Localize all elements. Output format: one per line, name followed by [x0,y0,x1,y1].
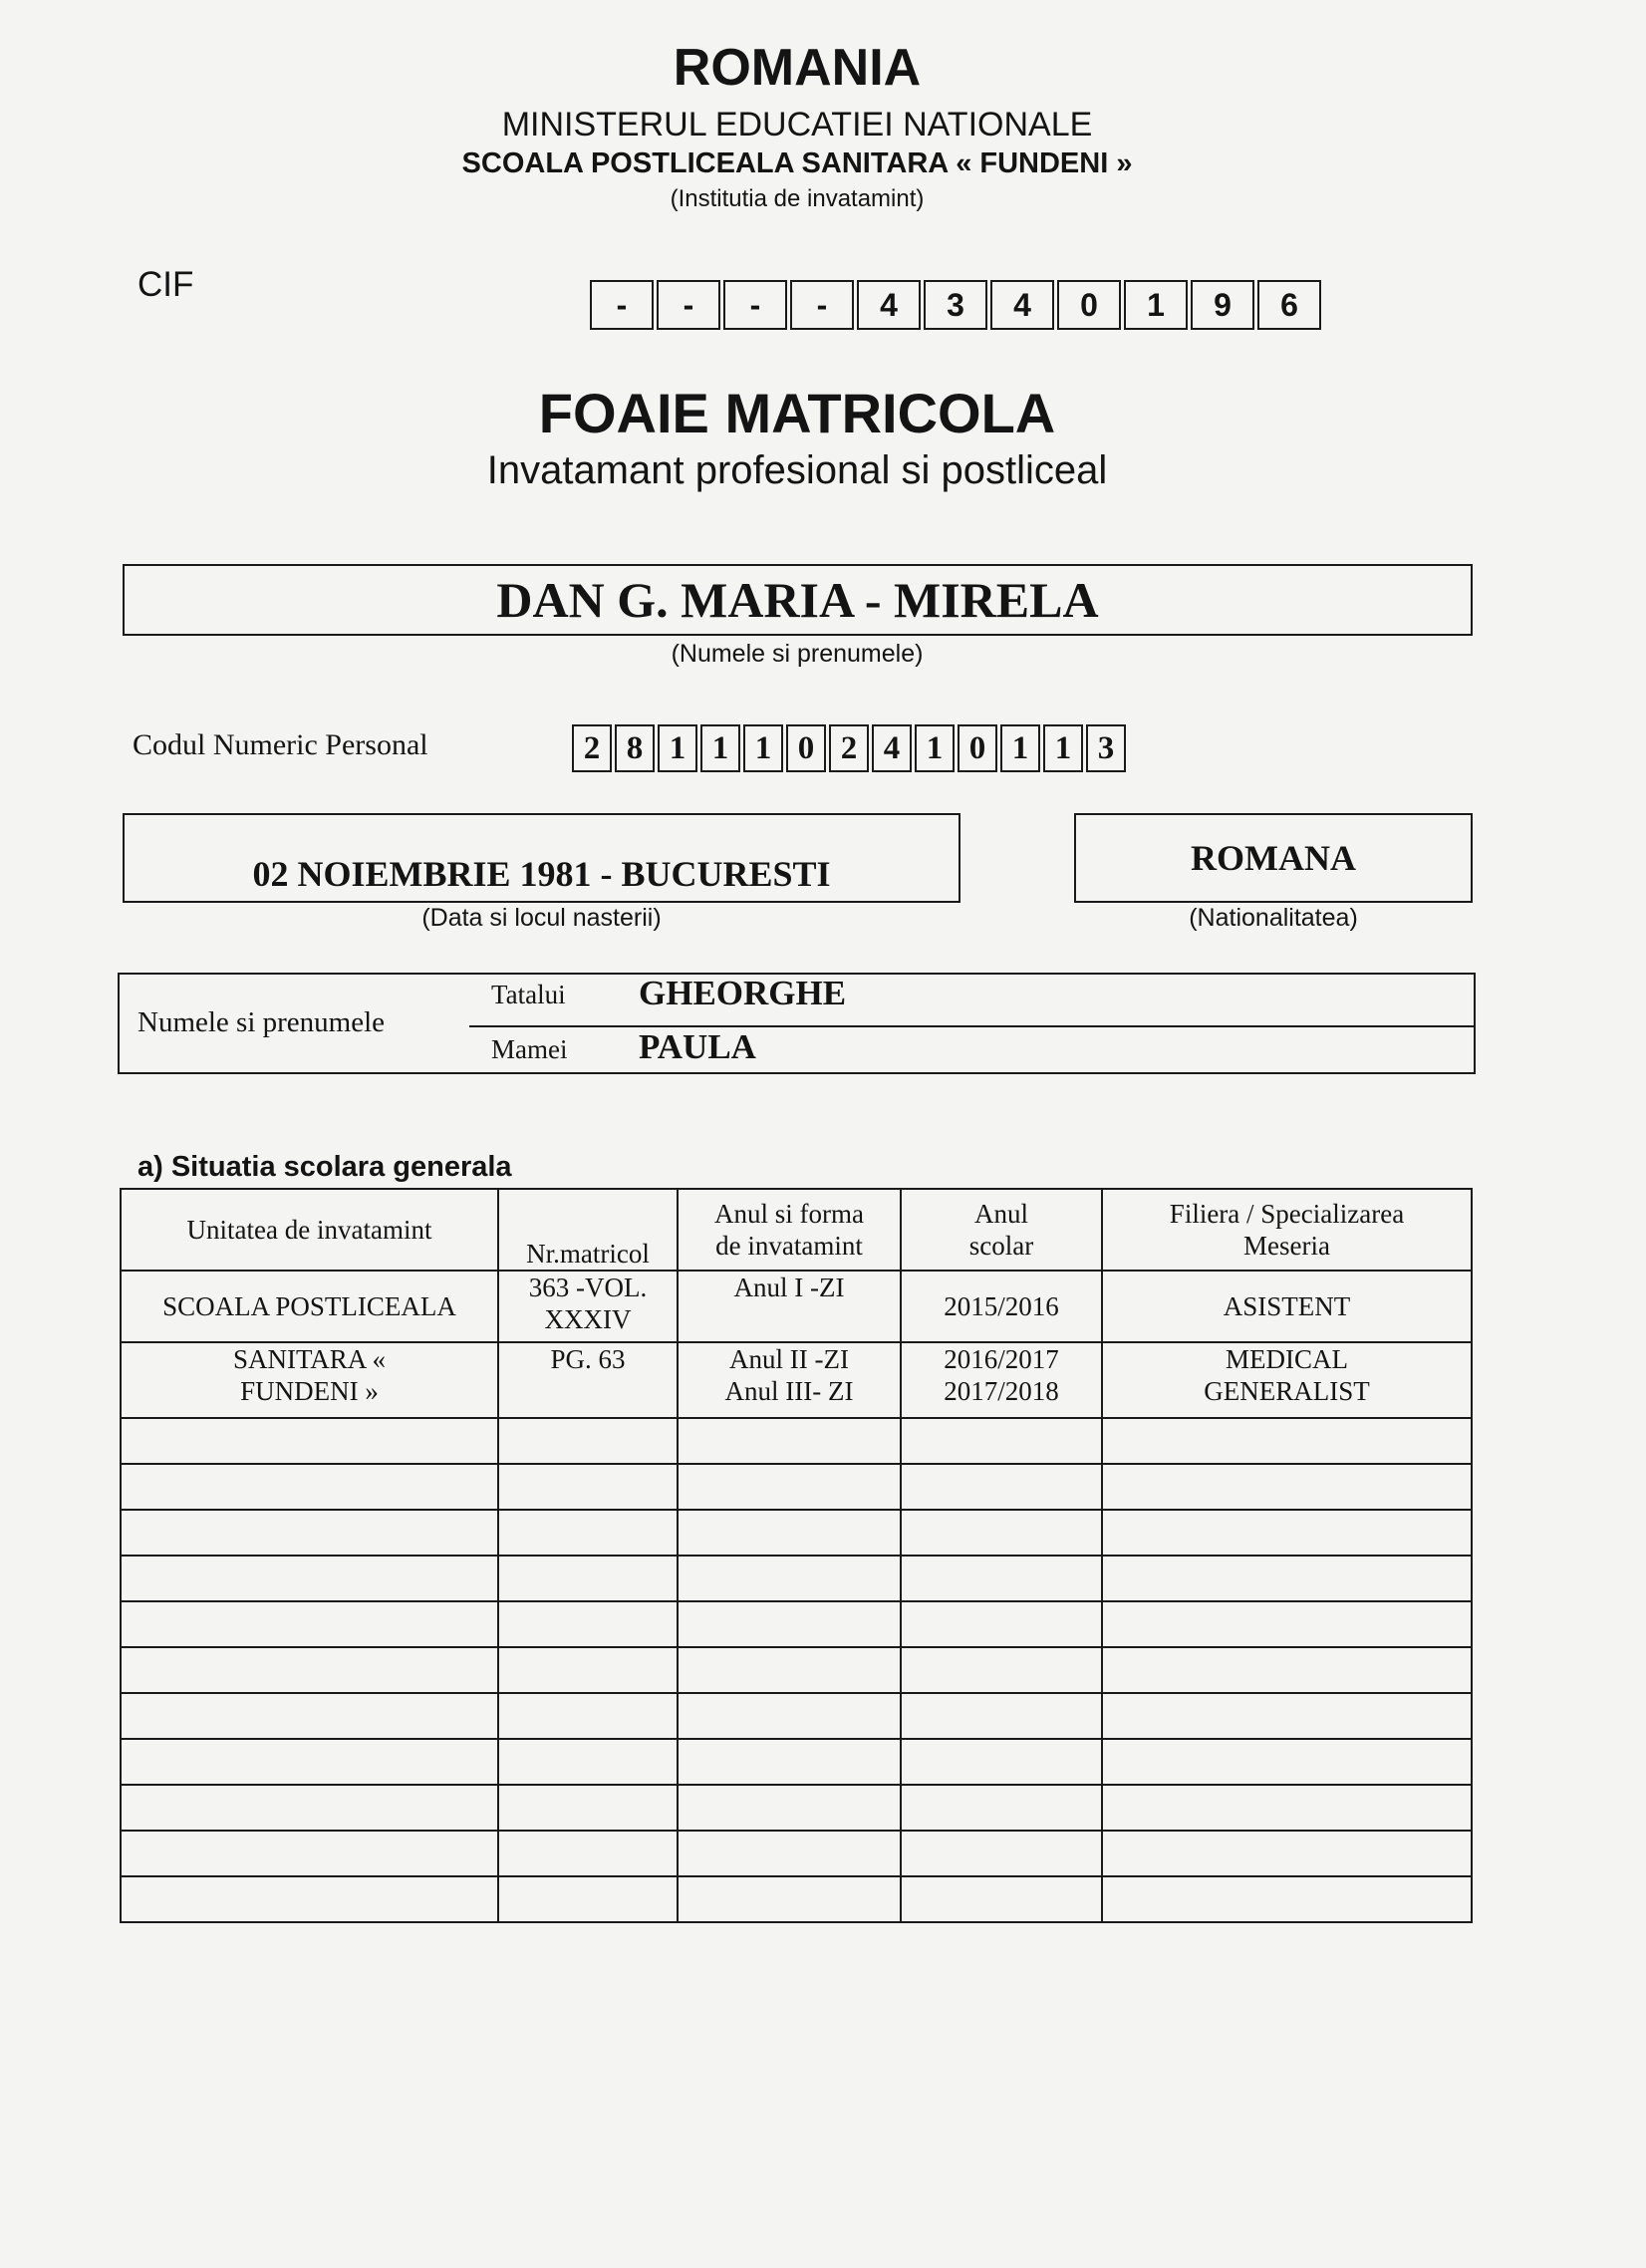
empty-cell [121,1510,498,1556]
empty-cell [678,1556,901,1601]
parents-label: Numele si prenumele [137,1006,386,1038]
empty-cell [1102,1785,1472,1831]
empty-cell [498,1464,678,1510]
table-row-empty [121,1831,1472,1876]
empty-cell [901,1418,1102,1464]
institution-caption: (Institutia de invatamint) [670,185,925,212]
document-title: FOAIE MATRICOLA [538,382,1056,444]
name-caption: (Numele si prenumele) [671,640,924,668]
header-specialization: Filiera / Specializarea Meseria [1102,1189,1472,1271]
empty-cell [901,1876,1102,1922]
empty-cell [901,1510,1102,1556]
cif-label: CIF [137,265,194,304]
empty-cell [121,1556,498,1601]
cif-digit: - [657,280,720,330]
table-row-empty [121,1876,1472,1922]
cif-digit: 4 [857,280,921,330]
cnp-digit: 1 [743,724,783,772]
empty-cell [121,1601,498,1647]
cif-digit: 0 [1057,280,1121,330]
birth-date-place: 02 NOIEMBRIE 1981 - BUCURESTI [123,813,960,903]
empty-cell [498,1876,678,1922]
birth-caption: (Data si locul nasterii) [421,904,662,932]
cell-form: Anul II -ZI Anul III- ZI [678,1342,901,1418]
cif-digit: 9 [1191,280,1254,330]
table-row-empty [121,1510,1472,1556]
empty-cell [121,1785,498,1831]
empty-cell [498,1693,678,1739]
cif-digit: - [723,280,787,330]
empty-cell [1102,1647,1472,1693]
empty-cell [121,1876,498,1922]
cell-form: Anul I -ZI [678,1271,901,1342]
cnp-digit: 1 [658,724,697,772]
header-nr-matricol: Nr.matricol [498,1189,678,1271]
table-row [121,1271,1472,1342]
cnp-digit: 1 [1043,724,1083,772]
table-row-empty [121,1739,1472,1785]
empty-cell [1102,1556,1472,1601]
country-heading: ROMANIA [673,39,922,97]
table-row-empty [121,1647,1472,1693]
father-name: GHEORGHE [639,974,847,1012]
empty-cell [678,1418,901,1464]
header-school-year: Anul scolar [901,1189,1102,1271]
empty-cell [121,1464,498,1510]
ministry-heading: MINISTERUL EDUCATIEI NATIONALE [501,106,1093,143]
empty-cell [121,1739,498,1785]
empty-cell [901,1556,1102,1601]
section-a-title: a) Situatia scolara generala [137,1151,512,1183]
empty-cell [1102,1418,1472,1464]
cell-unit: SANITARA « FUNDENI » [121,1342,498,1418]
empty-cell [498,1601,678,1647]
empty-cell [498,1556,678,1601]
document-subtitle: Invatamant profesional si postliceal [486,448,1108,492]
cell-nr: PG. 63 [498,1342,678,1418]
cell-unit: SCOALA POSTLICEALA [121,1271,498,1342]
nationality-caption: (Nationalitatea) [1189,904,1358,932]
empty-cell [1102,1510,1472,1556]
cnp-label: Codul Numeric Personal [133,728,428,761]
school-heading: SCOALA POSTLICEALA SANITARA « FUNDENI » [461,147,1133,179]
parents-divider [469,1025,1476,1027]
mother-name: PAULA [639,1027,756,1066]
empty-cell [121,1418,498,1464]
cnp-digit: 4 [872,724,912,772]
cif-digit: - [590,280,654,330]
empty-cell [1102,1876,1472,1922]
cnp-digit: 0 [958,724,997,772]
empty-cell [1102,1739,1472,1785]
empty-cell [498,1647,678,1693]
table-row-empty [121,1601,1472,1647]
empty-cell [901,1739,1102,1785]
school-situation-table [120,1188,1473,1923]
empty-cell [678,1693,901,1739]
empty-cell [678,1876,901,1922]
empty-cell [901,1831,1102,1876]
cnp-digit: 1 [700,724,740,772]
empty-cell [498,1831,678,1876]
empty-cell [678,1785,901,1831]
header-form: Anul si forma de invatamint [678,1189,901,1271]
empty-cell [498,1510,678,1556]
father-label: Tatalui [491,980,566,1009]
empty-cell [498,1785,678,1831]
empty-cell [678,1831,901,1876]
empty-cell [678,1464,901,1510]
empty-cell [901,1647,1102,1693]
header-unit: Unitatea de invatamint [121,1189,498,1271]
cnp-digit: 0 [786,724,826,772]
cif-digit: 6 [1257,280,1321,330]
cnp-digit: 3 [1086,724,1126,772]
cnp-digit: 2 [572,724,612,772]
empty-cell [1102,1601,1472,1647]
empty-cell [1102,1831,1472,1876]
cnp-digit: 1 [915,724,955,772]
empty-cell [678,1647,901,1693]
empty-cell [678,1601,901,1647]
empty-cell [901,1464,1102,1510]
table-header-row [121,1189,1472,1271]
cell-spec: MEDICAL GENERALIST [1102,1342,1472,1418]
cif-digit: 3 [924,280,987,330]
table-row-empty [121,1785,1472,1831]
person-name: DAN G. MARIA - MIRELA [123,564,1473,636]
cnp-digit: 8 [615,724,655,772]
cell-nr: 363 -VOL. XXXIV [498,1271,678,1342]
empty-cell [678,1739,901,1785]
empty-cell [498,1418,678,1464]
cif-digit: 1 [1124,280,1188,330]
mother-label: Mamei [491,1034,568,1064]
empty-cell [901,1693,1102,1739]
empty-cell [121,1647,498,1693]
empty-cell [901,1785,1102,1831]
empty-cell [901,1601,1102,1647]
cif-digit: 4 [990,280,1054,330]
cif-digit: - [790,280,854,330]
cnp-boxes [572,724,1129,772]
empty-cell [498,1739,678,1785]
table-row-empty [121,1556,1472,1601]
table-row [121,1342,1472,1418]
empty-cell [121,1831,498,1876]
cell-year: 2016/2017 2017/2018 [901,1342,1102,1418]
empty-cell [678,1510,901,1556]
empty-cell [121,1693,498,1739]
table-row-empty [121,1464,1472,1510]
cell-year: 2015/2016 [901,1271,1102,1342]
table-row-empty [121,1418,1472,1464]
nationality: ROMANA [1074,813,1473,903]
cif-boxes [590,280,1324,330]
cell-spec: ASISTENT [1102,1271,1472,1342]
empty-cell [1102,1464,1472,1510]
cnp-digit: 1 [1000,724,1040,772]
cnp-digit: 2 [829,724,869,772]
empty-cell [1102,1693,1472,1739]
table-row-empty [121,1693,1472,1739]
